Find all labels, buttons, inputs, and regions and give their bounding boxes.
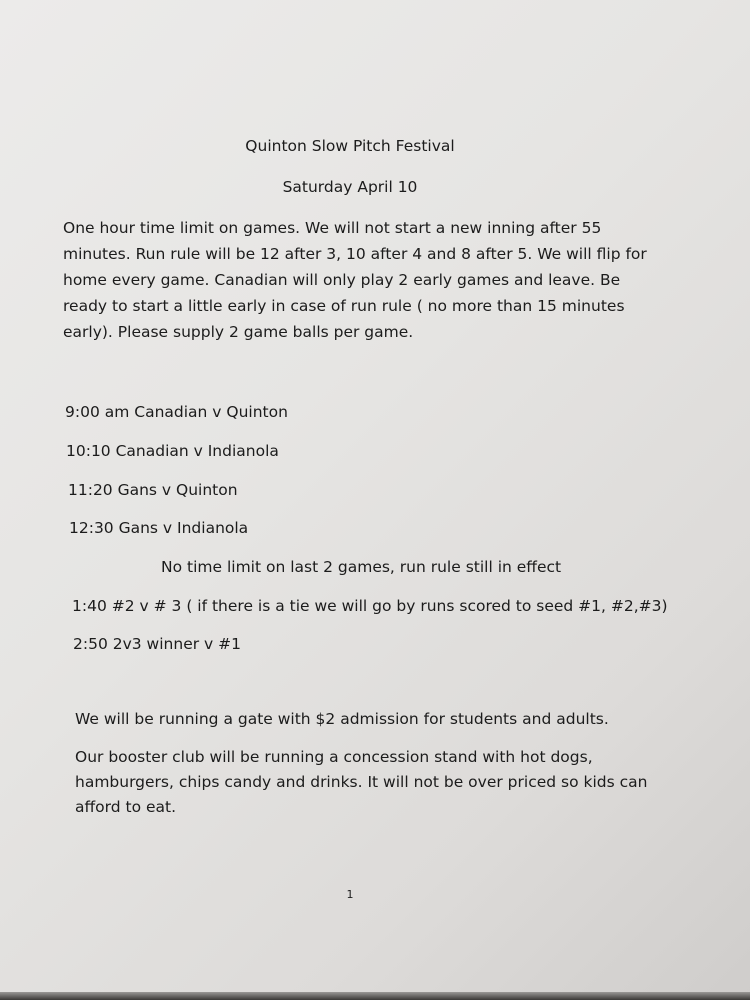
concession-line: afford to eat. bbox=[75, 798, 177, 816]
rules-line: home every game. Canadian will only play 2 early games and leave. Be bbox=[63, 271, 621, 289]
rules-line: ready to start a little early in case of run rule ( no more than 15 minutes bbox=[63, 297, 625, 315]
playoff-item: 2:50 2v3 winner v #1 bbox=[73, 635, 241, 653]
schedule-item: 9:00 am Canadian v Quinton bbox=[65, 403, 288, 421]
schedule-item: 10:10 Canadian v Indianola bbox=[66, 442, 279, 460]
document-date: Saturday April 10 bbox=[282, 178, 418, 196]
playoff-item: 1:40 #2 v # 3 ( if there is a tie we will go by runs scored to seed #1, #2,#3) bbox=[72, 597, 668, 615]
gate-notice: We will be running a gate with $2 admission for students and adults. bbox=[75, 710, 609, 728]
concession-line: Our booster club will be running a concession stand with hot dogs, bbox=[75, 748, 593, 766]
concession-line: hamburgers, chips candy and drinks. It will not be over priced so kids can bbox=[75, 773, 648, 791]
time-limit-note: No time limit on last 2 games, run rule still in effect bbox=[161, 558, 562, 576]
document-title: Quinton Slow Pitch Festival bbox=[245, 137, 455, 155]
schedule-item: 12:30 Gans v Indianola bbox=[69, 519, 249, 537]
rules-line: One hour time limit on games. We will not start a new inning after 55 bbox=[63, 219, 602, 237]
schedule-item: 11:20 Gans v Quinton bbox=[68, 481, 238, 499]
page-number: 1 bbox=[346, 888, 354, 901]
rules-line: minutes. Run rule will be 12 after 3, 10 after 4 and 8 after 5. We will flip for bbox=[63, 245, 647, 263]
table-edge bbox=[0, 992, 750, 1000]
rules-line: early). Please supply 2 game balls per game. bbox=[63, 323, 414, 341]
